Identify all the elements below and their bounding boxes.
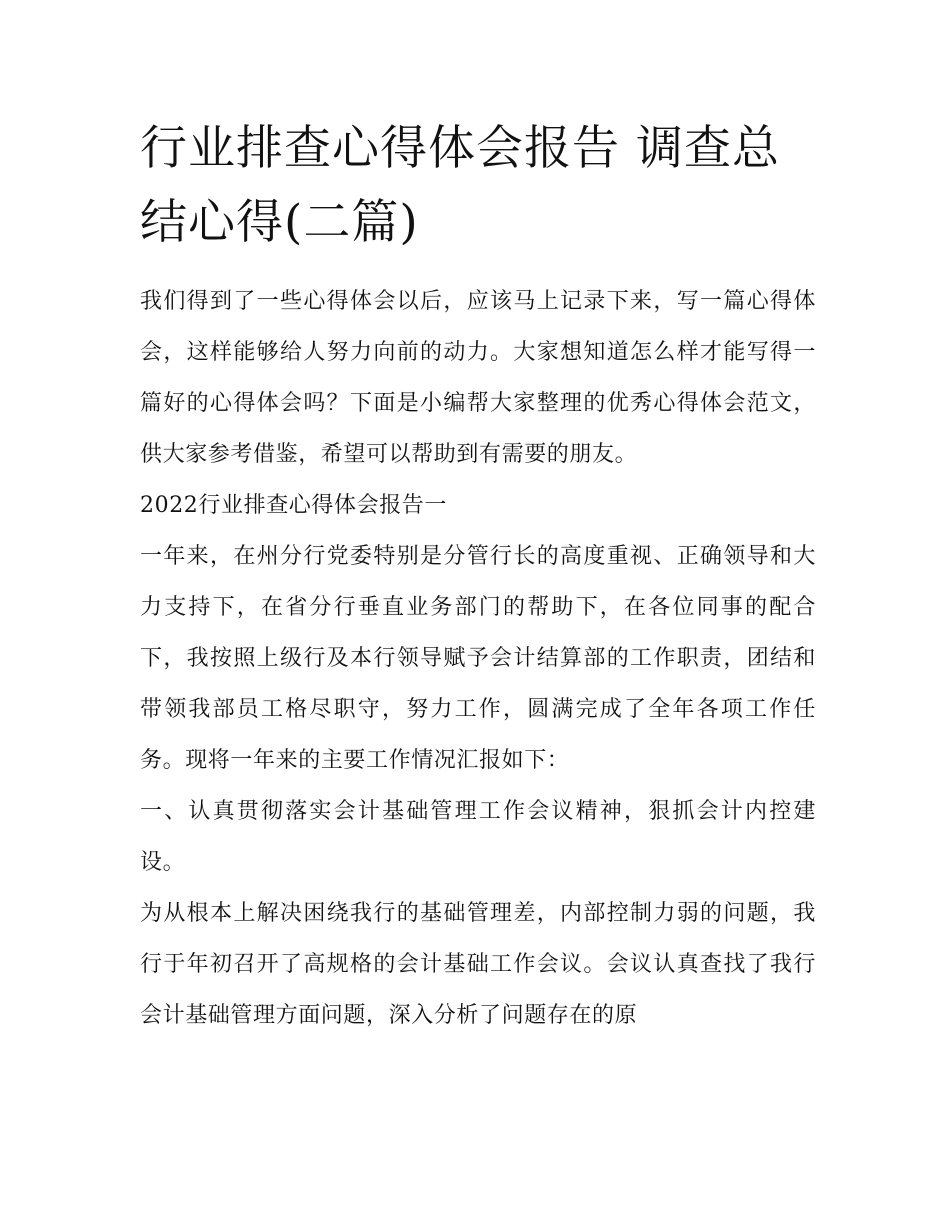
document-page (140, 112, 816, 1041)
intro-paragraph: 我们得到了一些心得体会以后，应该马上记录下来，写一篇心得体会，这样能够给人努力向前的动力。大家想知道怎么样才能写得一篇好的心得体会吗？下面是小编帮大家整理的优秀心得体会范文，供大家参考借鉴，希望可以帮助到有需要的朋友。 (140, 289, 816, 467)
point-heading-1: 一、认真贯彻落实会计基础管理工作会议精神，狠抓会计内控建设。 (140, 799, 816, 875)
document-title: 行业排查心得体会报告 调查总结心得(二篇) (140, 121, 780, 250)
body-paragraph-1: 一年来，在州分行党委特别是分管行长的高度重视、正确领导和大力支持下，在省分行垂直业务部门的帮助下，在各位同事的配合下，我按照上级行及本行领导赋予会计结算部的工作职责，团结和带领我部员工格尽职守，努力工作，圆满完成了全年各项工作任务。现将一年来的主要工作情况汇报如下： (140, 544, 816, 773)
section-title: 2022行业排查心得体会报告一 (140, 493, 447, 518)
body-paragraph-2: 为从根本上解决困绕我行的基础管理差，内部控制力弱的问题，我行于年初召开了高规格的会计基础工作会议。会议认真查找了我行会计基础管理方面问题，深入分析了问题存在的原 (140, 901, 816, 1028)
